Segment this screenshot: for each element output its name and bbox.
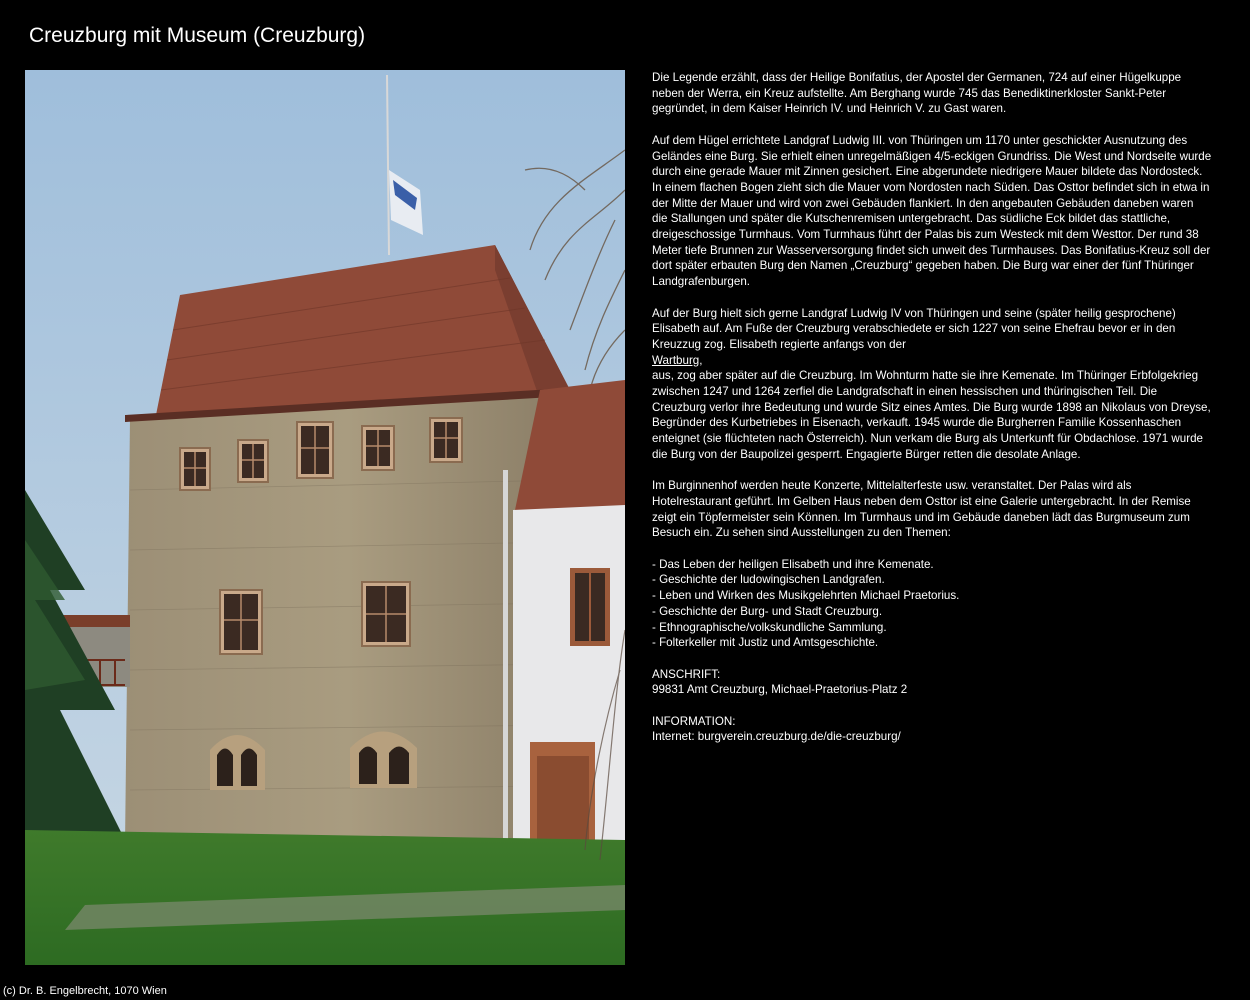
paragraph-elisabeth-part2: aus, zog aber später auf die Creuzburg. Im Wohnturm hatte sie ihre Kemenate. Im Thüringer Erbfolgekrieg zwischen 1247 und 1264 zerfiel die Landgrafschaft in einen hessischen und thüringischen Teil. Die Creuzburg verlor ihre Bedeutung und wurde Sitz eines Amtes. Die Burg wurde 1898 an Nikolaus von Dreyse, Begründer des Kurbetriebes in Eisenach, verkauft. 1945 wurde die Burgherren Familie Kossenhaschen enteignet (sie flüchteten nach Österreich). Nun verkam die Burg als Unterkunft für Obdachlose. 1971 wurde die Burg von der Baupolizei gesperrt. Engagierte Bürger retten die desolate Anlage. <box>652 369 1211 461</box>
info-block <box>652 714 1212 745</box>
exhibition-list <box>652 557 1212 651</box>
paragraph-today: Im Burginnenhof werden heute Konzerte, Mittelalterfeste usw. veranstaltet. Der Palas wird als Hotelrestaurant geführt. Im Gelben Haus neben dem Osttor ist eine Galerie untergebracht. In der Remise zeigt ein Töpfermeister sein Können. Im Turmhaus und im Gebäude daneben lädt das Burgmuseum zum Besuch ein. Zu sehen sind Ausstellungen zu den Themen: <box>652 479 1191 540</box>
wartburg-link[interactable]: Wartburg, <box>652 353 703 367</box>
paragraph-elisabeth-part1: Auf der Burg hielt sich gerne Landgraf Ludwig IV von Thüringen und seine (später heilig gesprochene) Elisabeth auf. Am Fuße der Creuzburg verabschiedete er sich 1227 von seine Ehefrau bevor er in den Kreuzzug zog. Elisabeth regierte anfangs von der <box>652 306 1176 351</box>
list-item: - Leben und Wirken des Musikgelehrten Michael Praetorius. <box>652 589 960 603</box>
address-label: ANSCHRIFT: <box>652 667 721 681</box>
address-block <box>652 667 1212 698</box>
address-value: 99831 Amt Creuzburg, Michael-Praetorius-Platz 2 <box>652 683 908 697</box>
list-item: - Folterkeller mit Justiz und Amtsgeschichte. <box>652 636 879 650</box>
list-item: - Geschichte der Burg- und Stadt Creuzburg. <box>652 604 883 618</box>
castle-photo <box>25 70 625 965</box>
info-value: Internet: burgverein.creuzburg.de/die-creuzburg/ <box>652 730 901 744</box>
paragraph-elisabeth <box>652 306 1212 463</box>
list-item: - Das Leben der heiligen Elisabeth und ihre Kemenate. <box>652 557 934 571</box>
copyright-footer: (c) Dr. B. Engelbrecht, 1070 Wien <box>3 985 167 997</box>
list-item: - Geschichte der ludowingischen Landgrafen. <box>652 573 885 587</box>
description-text <box>652 70 1212 761</box>
info-label: INFORMATION: <box>652 714 736 728</box>
paragraph-history: Auf dem Hügel errichtete Landgraf Ludwig III. von Thüringen um 1170 unter geschickter Ausnutzung des Geländes eine Burg. Sie erhielt einen unregelmäßigen 4/5-eckigen Grundriss. Die West und Nordseite wurde durch eine gerade Mauer mit Zinnen gesichert. Eine abgerundete niedrigere Mauer bildete das Nordosteck. In einem flachen Bogen zieht sich die Mauer vom Nordosten nach Süden. Das Osttor befindet sich in etwa in der Mitte der Mauer und wird von zwei Gebäuden flankiert. In den angebauten Gebäuden daneben waren die Stallungen und später die Kutschenremisen untergebracht. Das südliche Eck bildet das stattliche, dreigeschossige Turmhaus. Vom Turmhaus führt der Palas bis zum Westeck mit dem Westtor. Der rund 38 Meter tiefe Brunnen zur Wasserversorgung findet sich unweit des Turmhauses. Das Bonifatius-Kreuz soll der dort später erbauten Burg den Namen „Creuzburg“ gegeben haben. Die Burg war einer der fünf Thüringer Landgrafenburgen. <box>652 133 1212 289</box>
list-item: - Ethnographische/volkskundliche Sammlung. <box>652 620 887 634</box>
page-title: Creuzburg mit Museum (Creuzburg) <box>29 24 366 47</box>
paragraph-legend: Die Legende erzählt, dass der Heilige Bonifatius, der Apostel der Germanen, 724 auf einer Hügelkuppe neben der Werra, ein Kreuz aufstellte. Am Berghang wurde 745 das Benediktinerkloster Sankt-Peter gegründet, in dem Kaiser Heinrich IV. und Heinrich V. zu Gast waren. <box>652 71 1182 116</box>
